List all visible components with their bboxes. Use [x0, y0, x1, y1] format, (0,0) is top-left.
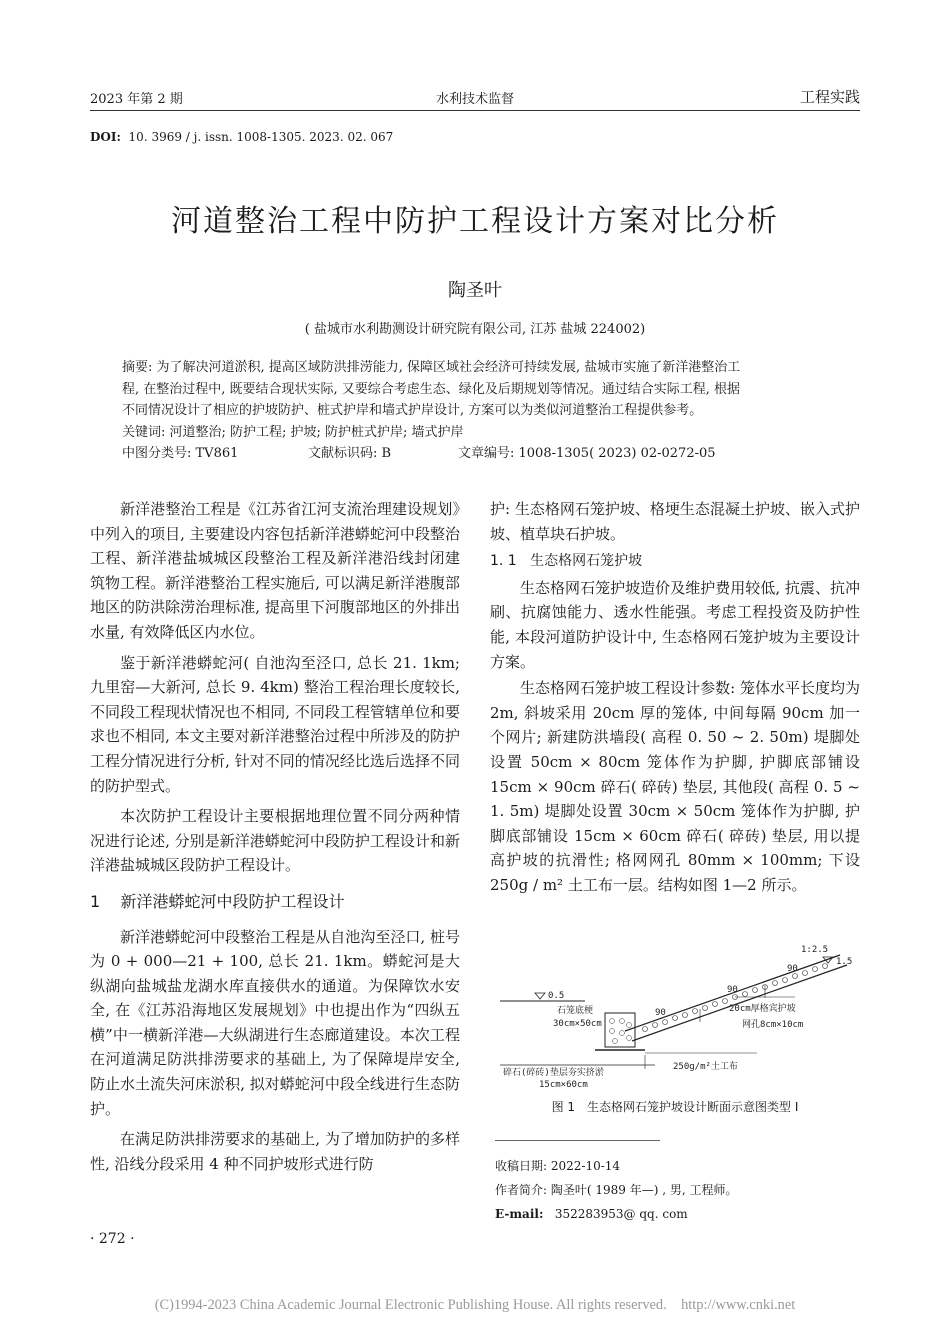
author-name: 陶圣叶 [448, 280, 502, 301]
abstract-block [122, 357, 830, 465]
body-paragraph: 鉴于新洋港蟒蛇河( 自池沟至泾口, 总长 21. 1km; 九里窑—大新河, 总长 9. 4km) 整治工程治理长度较长, 不同段工程现状情况也不相同, 不同段工程管辖单位和要求也不相同, 本文主要对新洋港整治过程中所涉及的防护工程分情况进行分析, 针对不同的情况经比选后选择不同的防护型式。 [90, 653, 460, 795]
keywords: 关键词: 河道整治; 防护工程; 护坡; 防护桩式护岸; 墙式护岸 [122, 424, 464, 440]
body-paragraph: 新洋港整治工程是《江苏省江河支流治理建设规划》中列入的项目, 主要建设内容包括新洋港蟒蛇河中段整治工程、新洋港盐城城区段整治工程及新洋港沿线封闭建筑物工程。新洋港整治工程实施后, 可以满足新洋港腹部地区的防洪除涝治理标准, 提高里下河腹部地区的外排出水量, 有效降低区内水位。 [90, 500, 460, 641]
article-number: 文章编号: 1008-1305( 2023) 02-0272-05 [458, 446, 716, 462]
paper-title: 河道整治工程中防护工程设计方案对比分析 [171, 204, 779, 239]
section-title: 新洋港蟒蛇河中段防护工程设计 [120, 891, 345, 911]
left-column [90, 497, 460, 1176]
body-paragraph: 生态格网石笼护坡造价及维护费用较低, 抗震、抗冲刷、抗腐蚀能力、透水性能强。考虑工程投资及防护性能, 本段河道防护设计中, 生态格网石笼护坡为主要设计方案。 [490, 578, 860, 671]
copyright-watermark: (C)1994-2023 China Academic Journal Electronic Publishing House. All rights reserved. http://www.cnki.net [154, 1297, 796, 1313]
doi-line [90, 130, 393, 144]
footnote-rule [495, 1140, 660, 1141]
classification-line [122, 443, 830, 465]
slope-ratio-label: 1:2.5 [801, 945, 829, 955]
figure-caption: 图 1 生态格网石笼护坡设计断面示意图类型 I [551, 1100, 799, 1114]
email-address: 352283953@ qq. com [554, 1207, 688, 1221]
journal-name: 水利技术监督 [435, 92, 514, 107]
body-paragraph: 新洋港蟒蛇河中段整治工程是从自池沟至泾口, 桩号为 0 + 000—21 + 100, 总长 21. 1km。蟒蛇河是大纵湖向盐城盐龙湖水库直接供水的通道。为保障饮水安全, 在《江苏沿海地区发展规划》中也提出作为“四纵五横”中一横新洋港—大纵湖进行生态廊道建设。本次工程在河道满足防洪排涝要求的基础上, 为了保障堤岸安全, 防止水土流失河床淤积, 拟对蟒蛇河中段全线进行生态防护。 [90, 927, 460, 1118]
toe-size-label: 30cm×50cm [553, 1019, 602, 1029]
gabion-spec-label: 20cm厚格宾护坡 [729, 1004, 796, 1014]
clc-number: 中图分类号: TV861 [122, 446, 239, 462]
issue-label: 2023 年第 2 期 [90, 92, 183, 107]
received-date: 收稿日期: 2022-10-14 [495, 1159, 621, 1173]
body-paragraph: 本次防护工程设计主要根据地理位置不同分两种情况进行论述, 分别是新洋港蟒蛇河中段防护工程设计和新洋港盐城城区段防护工程设计。 [90, 807, 460, 875]
segment-length-label: 90 [655, 1008, 666, 1018]
body-paragraph: 生态格网石笼护坡工程设计参数: 笼体水平长度均为 2m, 斜坡采用 20cm 厚的笼体, 中间每隔 90cm 加一个网片; 新建防洪墙段( 高程 0. 50 ~ 2. 50m) 堤脚处设置 50cm × 80cm 笼体作为护脚, 护脚底部铺设 15cm × 90cm 碎石( 碎砖) 垫层, 其他段( 高程 0. 5 ~ 1. 5m) 堤脚处设置 30cm × 50cm 笼体作为护脚, 护脚底部铺设 15cm × 60cm 碎石( 碎砖) 垫层, 用以提高护坡的抗滑性; 格网网孔 80mm × 100mm; 下设 250g / m² 土工布一层。结构如图 1—2 所示。 [490, 679, 860, 894]
right-column [490, 497, 860, 898]
subsection-heading [490, 549, 860, 574]
footnote-block [495, 1154, 865, 1226]
gabion-section-figure [495, 935, 865, 1095]
column-name: 工程实践 [799, 88, 860, 106]
level-label-left: 0.5 [548, 991, 565, 1001]
toe-label: 石笼底梗 [557, 1006, 594, 1016]
subsection-number: 1. 1 [490, 553, 517, 570]
gravel-label: 碎石(碎砖)垫层夯实挤淤 [503, 1068, 604, 1078]
abstract-line: 不同情况设计了相应的护坡防护、桩式护岸和墙式护岸设计, 方案可以为类似河道整治工程提供参考。 [122, 403, 703, 419]
author-bio: 作者简介: 陶圣叶( 1989 年—) , 男, 工程师。 [495, 1183, 738, 1197]
header-rule [90, 110, 860, 111]
section-number: 1 [90, 891, 101, 911]
water-level-mark [535, 993, 545, 999]
top-level-label: 1.5 [836, 957, 853, 967]
email-label: E-mail: [495, 1207, 544, 1221]
doi-value: 10. 3969 / j. issn. 1008-1305. 2023. 02. 067 [128, 130, 394, 144]
body-paragraph: 在满足防洪排涝要求的基础上, 为了增加防护的多样性, 沿线分段采用 4 种不同护坡形式进行防 [90, 1130, 460, 1173]
affiliation: ( 盐城市水利勘测设计研究院有限公司, 江苏 盐城 224002) [304, 322, 646, 337]
abstract-line: 摘要: 为了解决河道淤积, 提高区域防洪排涝能力, 保障区域社会经济可持续发展, 盐城市实施了新洋港整治工 [122, 360, 741, 375]
gravel-size-label: 15cm×60cm [539, 1080, 588, 1090]
slope-line-lower [632, 965, 847, 1041]
toe-gabion-fill [610, 1019, 632, 1044]
subsection-title: 生态格网石笼护坡 [530, 553, 643, 570]
segment-length-label: 90 [787, 964, 798, 974]
page-number: · 272 · [90, 1231, 135, 1247]
mesh-spec-label: 网孔8cm×10cm [742, 1020, 804, 1030]
doi-label: DOI: [90, 130, 121, 144]
document-code: 文献标识码: B [308, 446, 392, 462]
section-heading [90, 890, 460, 915]
email-line [495, 1202, 865, 1226]
geotextile-label: 250g/m²土工布 [673, 1062, 738, 1072]
abstract-line: 程, 在整治过程中, 既要结合现状实际, 又要综合考虑生态、绿化及后期规划等情况。通过结合实际工程, 根据 [122, 381, 741, 397]
segment-length-label: 90 [727, 985, 738, 995]
body-paragraph: 护: 生态格网石笼护坡、格埂生态混凝土护坡、嵌入式护坡、植草块石护坡。 [490, 500, 860, 543]
